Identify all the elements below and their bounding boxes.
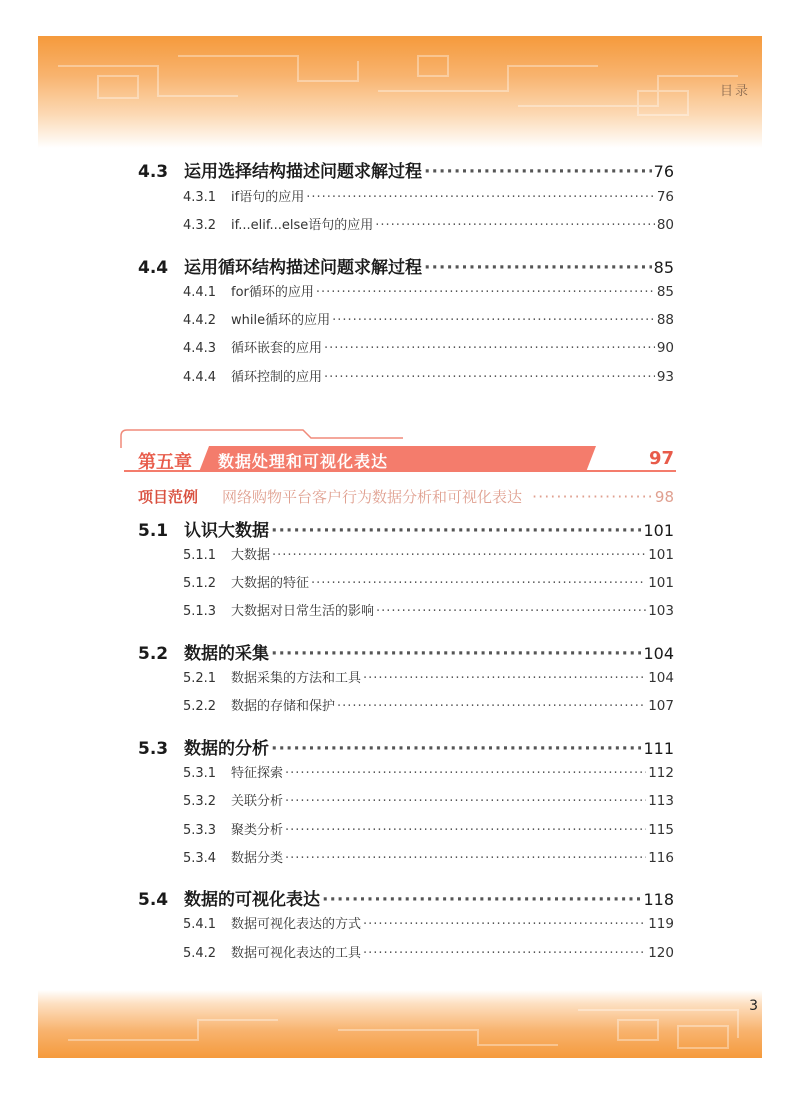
toc-subsection-4-4-2[interactable] <box>183 309 674 328</box>
dot-leader <box>376 604 646 619</box>
toc-subsection-5-3-1[interactable] <box>183 762 674 781</box>
subsection-page: 80 <box>656 217 674 233</box>
page-number: 3 <box>749 998 758 1014</box>
project-page: 98 <box>654 488 674 506</box>
toc-subsection-5-2-2[interactable] <box>183 695 674 714</box>
dot-leader <box>424 162 652 182</box>
toc-section-5-1[interactable] <box>138 516 674 541</box>
subsection-number: 5.4.2 <box>183 946 217 961</box>
footer-banner <box>38 990 762 1058</box>
subsection-title: if...elif...else语句的应用 <box>231 218 374 233</box>
subsection-page: 104 <box>648 670 674 686</box>
subsection-page: 93 <box>656 369 674 385</box>
section-title: 运用循环结构描述问题求解过程 <box>184 258 422 278</box>
subsection-title: 大数据对日常生活的影响 <box>231 604 375 619</box>
section-number: 5.2 <box>138 644 169 664</box>
chapter-banner-bar <box>124 446 676 472</box>
subsection-page: 90 <box>656 340 674 356</box>
dot-leader <box>324 370 655 385</box>
subsection-page: 107 <box>648 698 674 714</box>
subsection-number: 4.4.4 <box>183 370 217 385</box>
header-banner <box>38 36 762 148</box>
dot-leader <box>316 285 655 300</box>
project-label: 项目范例 <box>138 488 199 506</box>
toc-section-5-3[interactable] <box>138 734 674 759</box>
subsection-page: 119 <box>648 916 674 932</box>
section-number: 4.3 <box>138 162 169 182</box>
subsection-number: 5.1.1 <box>183 548 217 563</box>
subsection-title: 大数据的特征 <box>231 576 310 591</box>
toc-subsection-5-3-4[interactable] <box>183 847 674 866</box>
subsection-title: for循环的应用 <box>231 285 314 300</box>
section-number: 5.4 <box>138 890 169 910</box>
subsection-title: 关联分析 <box>231 794 284 809</box>
dot-leader <box>375 218 655 233</box>
subsection-page: 112 <box>648 765 674 781</box>
subsection-title: 数据采集的方法和工具 <box>231 671 362 686</box>
section-title: 认识大数据 <box>184 521 269 541</box>
chapter-number-label[interactable]: 第五章 <box>138 452 192 473</box>
dot-leader <box>271 739 641 759</box>
dot-leader <box>285 851 646 866</box>
project-title: 网络购物平台客户行为数据分析和可视化表达 <box>222 488 523 506</box>
circuit-pattern-decoration <box>38 36 762 148</box>
dot-leader <box>311 576 646 591</box>
toc-subsection-5-1-2[interactable] <box>183 572 674 591</box>
subsection-title: if语句的应用 <box>231 190 305 205</box>
section-page: 118 <box>643 890 674 909</box>
dot-leader <box>306 190 655 205</box>
section-page: 104 <box>643 644 674 663</box>
toc-subsection-5-4-2[interactable] <box>183 942 674 961</box>
subsection-page: 116 <box>648 850 674 866</box>
dot-leader <box>363 917 646 932</box>
subsection-title: 循环控制的应用 <box>231 370 323 385</box>
toc-section-5-4[interactable] <box>138 885 674 910</box>
toc-subsection-5-3-3[interactable] <box>183 819 674 838</box>
subsection-number: 5.3.2 <box>183 794 217 809</box>
subsection-number: 4.3.2 <box>183 218 217 233</box>
subsection-title: 数据可视化表达的方式 <box>231 917 362 932</box>
dot-leader <box>532 487 653 506</box>
dot-leader <box>363 946 646 961</box>
dot-leader <box>322 890 641 910</box>
dot-leader <box>332 313 655 328</box>
dot-leader <box>272 548 646 563</box>
dot-leader <box>285 794 646 809</box>
subsection-number: 5.3.1 <box>183 766 217 781</box>
section-title: 数据的分析 <box>184 739 269 759</box>
section-number: 5.3 <box>138 739 169 759</box>
header-section-label: 目录 <box>719 84 750 99</box>
toc-subsection-4-3-1[interactable] <box>183 186 674 205</box>
subsection-page: 120 <box>648 945 674 961</box>
toc-section-5-2[interactable] <box>138 639 674 664</box>
subsection-number: 5.2.1 <box>183 671 217 686</box>
subsection-page: 113 <box>648 793 674 809</box>
subsection-number: 4.4.3 <box>183 341 217 356</box>
section-page: 85 <box>653 258 674 277</box>
subsection-number: 4.4.2 <box>183 313 217 328</box>
toc-section-4-3[interactable] <box>138 157 674 182</box>
section-number: 5.1 <box>138 521 169 541</box>
circuit-pattern-decoration <box>38 990 762 1058</box>
subsection-title: 循环嵌套的应用 <box>231 341 323 356</box>
subsection-page: 101 <box>648 547 674 563</box>
dot-leader <box>285 823 646 838</box>
subsection-title: while循环的应用 <box>231 313 331 328</box>
subsection-number: 4.3.1 <box>183 190 217 205</box>
subsection-number: 5.1.3 <box>183 604 217 619</box>
toc-section-4-4[interactable] <box>138 253 674 278</box>
section-page: 101 <box>643 521 674 540</box>
dot-leader <box>271 644 641 664</box>
subsection-number: 5.3.4 <box>183 851 217 866</box>
section-page: 76 <box>653 162 674 181</box>
toc-subsection-5-3-2[interactable] <box>183 790 674 809</box>
subsection-page: 88 <box>656 312 674 328</box>
toc-subsection-5-1-1[interactable] <box>183 544 674 563</box>
toc-subsection-4-4-4[interactable] <box>183 366 674 385</box>
subsection-number: 5.2.2 <box>183 699 217 714</box>
section-title: 运用选择结构描述问题求解过程 <box>184 162 422 182</box>
subsection-page: 101 <box>648 575 674 591</box>
subsection-page: 85 <box>656 284 674 300</box>
subsection-title: 数据可视化表达的工具 <box>231 946 362 961</box>
dot-leader <box>337 699 646 714</box>
section-number: 4.4 <box>138 258 169 278</box>
subsection-title: 特征探索 <box>231 766 284 781</box>
subsection-page: 115 <box>648 822 674 838</box>
subsection-number: 4.4.1 <box>183 285 217 300</box>
subsection-number: 5.1.2 <box>183 576 217 591</box>
section-title: 数据的可视化表达 <box>184 890 320 910</box>
toc-subsection-4-4-1[interactable] <box>183 281 674 300</box>
dot-leader <box>271 521 641 541</box>
subsection-title: 聚类分析 <box>231 823 284 838</box>
toc-subsection-5-4-1[interactable] <box>183 913 674 932</box>
subsection-title: 数据分类 <box>231 851 284 866</box>
section-title: 数据的采集 <box>184 644 269 664</box>
subsection-title: 大数据 <box>231 548 271 563</box>
subsection-number: 5.4.1 <box>183 917 217 932</box>
subsection-page: 76 <box>656 189 674 205</box>
chapter-title[interactable]: 数据处理和可视化表达 <box>218 452 389 471</box>
dot-leader <box>324 341 655 356</box>
chapter-page: 97 <box>648 448 674 469</box>
dot-leader <box>424 258 652 278</box>
toc-subsection-5-1-3[interactable] <box>183 600 674 619</box>
dot-leader <box>363 671 646 686</box>
toc-subsection-4-4-3[interactable] <box>183 337 674 356</box>
subsection-title: 数据的存储和保护 <box>231 699 336 714</box>
section-page: 111 <box>643 739 674 758</box>
chapter-frame-decoration <box>115 428 405 448</box>
dot-leader <box>285 766 646 781</box>
subsection-number: 5.3.3 <box>183 823 217 838</box>
subsection-page: 103 <box>648 603 674 619</box>
toc-subsection-4-3-2[interactable] <box>183 214 674 233</box>
toc-project-example[interactable] <box>138 486 674 507</box>
toc-subsection-5-2-1[interactable] <box>183 667 674 686</box>
